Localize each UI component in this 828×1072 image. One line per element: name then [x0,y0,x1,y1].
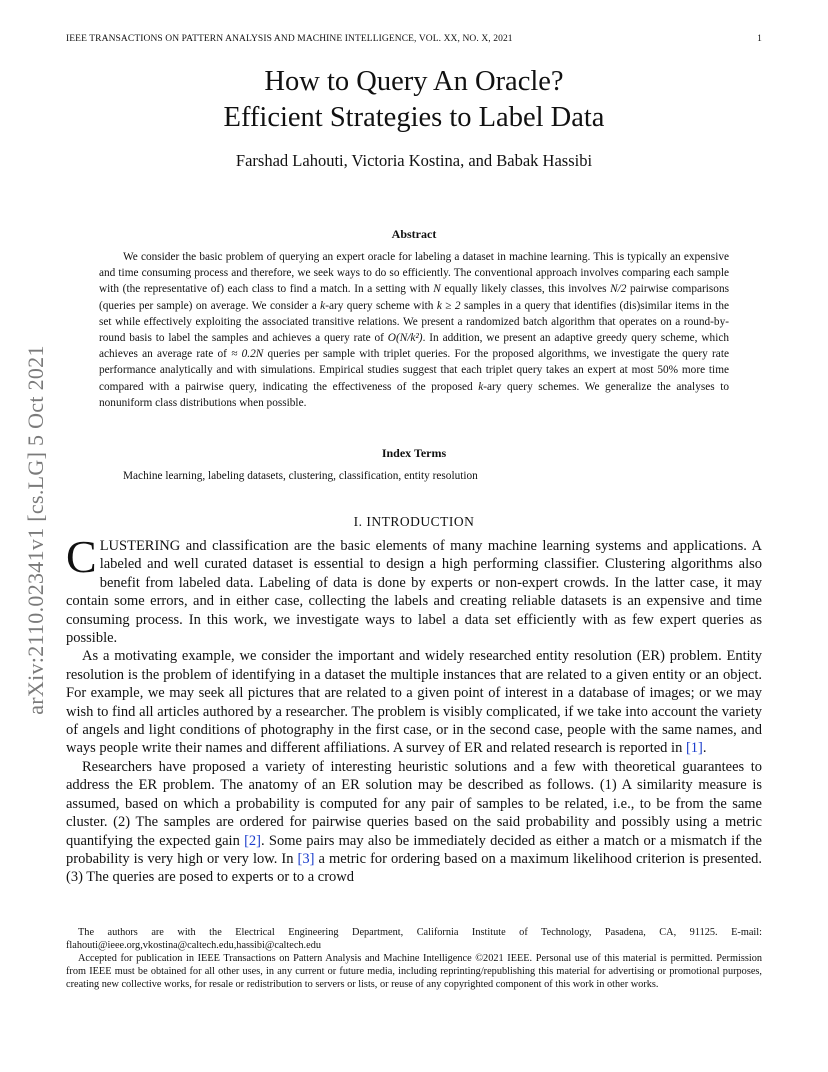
index-terms-heading: Index Terms [381,446,447,460]
paragraph-2: As a motivating example, we consider the important and widely researched entity resolution (ER) problem. Entity resolution is the problem of identifying in a dataset the multiple instances that are related to a given entity or an object. For example, we may seek all pictures that are related to a given point of interest in a database of images; or we may wish to find all articles authored by a researcher. The problem is visibly complicated, if we take into account the variety of angels and light conditions of photography in the first case, or in the second case, people with the same names, and ways people write their names and different affiliations. A survey of ER and related research is reported in [1]. [66,648,762,757]
footnote-copyright: Accepted for publication in IEEE Transactions on Pattern Analysis and Machine Intelligence ©2021 IEEE. Personal use of this material is permitted. Permission from IEEE must be obtained for all other uses, in any current or future media, including reprinting/republishing this material for advertising or promotional purposes, creating new collective works, for resale or redistribution to servers or lists, or reuse of any copyrighted component of this work in other works. [66,953,762,991]
paper-title [66,64,762,136]
drop-cap: C [66,531,97,582]
page-number: 1 [757,34,762,44]
abstract-text: We consider the basic problem of querying an expert oracle for labeling a dataset in machine learning. This is typically an expensive and time consuming process and therefore, we seek ways to do so efficiently. The conventional approach involves comparing each sample with (the representative of) each class to find a match. In a setting with N equally likely classes, this involves N/2 pairwise comparisons (queries per sample) on average. We consider a k-ary query scheme with k ≥ 2 samples in a query that identifies (dis)similar items in the set while effectively exploiting the associated transitive relations. We present a randomized batch algorithm that operates on a round-by-round basis to label the samples and achieves a query rate of O(N/k²). In addition, we present an adaptive greedy query scheme, which achieves an average rate of ≈ 0.2N queries per sample with triplet queries. For the proposed algorithms, we investigate the query rate performance analytically and with simulations. Empirical studies suggest that each triplet query takes an expert at most 50% more time compared with a pairwise query, indicating the effectiveness of the proposed k-ary query schemes. We generalize the analyses to nonuniform class distributions when possible. [99,251,729,409]
footnotes [66,926,762,991]
paragraph-1: CLUSTERING and classification are the basic elements of many machine learning systems and applications. A labeled and well curated dataset is essential to design a high performing classifier. Clustering algorithms also benefit from labeled data. Labeling of data is done by experts or non-expert crowds. In the latter case, it may contain some errors, and in either case, collecting the labels and creating reliable datasets is an expensive and time consuming process. In this work, we investigate ways to label a data set efficiently with as few expert queries as possible. [66,531,762,647]
running-header [66,34,762,44]
paragraph-3: Researchers have proposed a variety of interesting heuristic solutions and a few with theoretical guarantees to address the ER problem. The anatomy of an ER solution may be described as follows. (1) A similarity measure is assumed, based on which a probability is computed for any pair of samples to be related, i.e., to be from the same cluster. (2) The samples are ordered for pairwise queries based on the said probability and possibly using a metric quantifying the expected gain [2]. Some pairs may also be immediately decided as either a match or a mismatch if the probability is very high or very low. In [3] a metric for ordering based on a maximum likelihood criterion is presented. (3) The queries are posed to experts or to a crowd [66,758,762,886]
body-text [66,531,762,887]
citation-link-1[interactable]: [1] [685,740,703,757]
title-line-1: How to Query An Oracle? [264,66,564,97]
author-list: Farshad Lahouti, Victoria Kostina, and Babak Hassibi [235,151,593,170]
section-heading-introduction: I. INTRODUCTION [353,514,475,529]
title-line-2: Efficient Strategies to Label Data [223,102,605,133]
index-terms-text: Machine learning, labeling datasets, clustering, classification, entity resolution [123,470,478,482]
citation-link-3[interactable]: [3] [297,850,315,867]
citation-link-2[interactable]: [2] [244,832,262,849]
journal-name: IEEE TRANSACTIONS ON PATTERN ANALYSIS AND MACHINE INTELLIGENCE, VOL. XX, NO. X, 2021 [66,34,513,44]
footnote-affiliation: The authors are with the Electrical Engineering Department, California Institute of Technology, Pasadena, CA, 91125. E-mail: flahouti@ieee.org,vkostina@caltech.edu,hassibi@caltech.edu [66,927,762,952]
abstract-heading: Abstract [391,227,437,241]
arxiv-stamp: arXiv:2110.02341v1 [cs.LG] 5 Oct 2021 [23,345,48,715]
